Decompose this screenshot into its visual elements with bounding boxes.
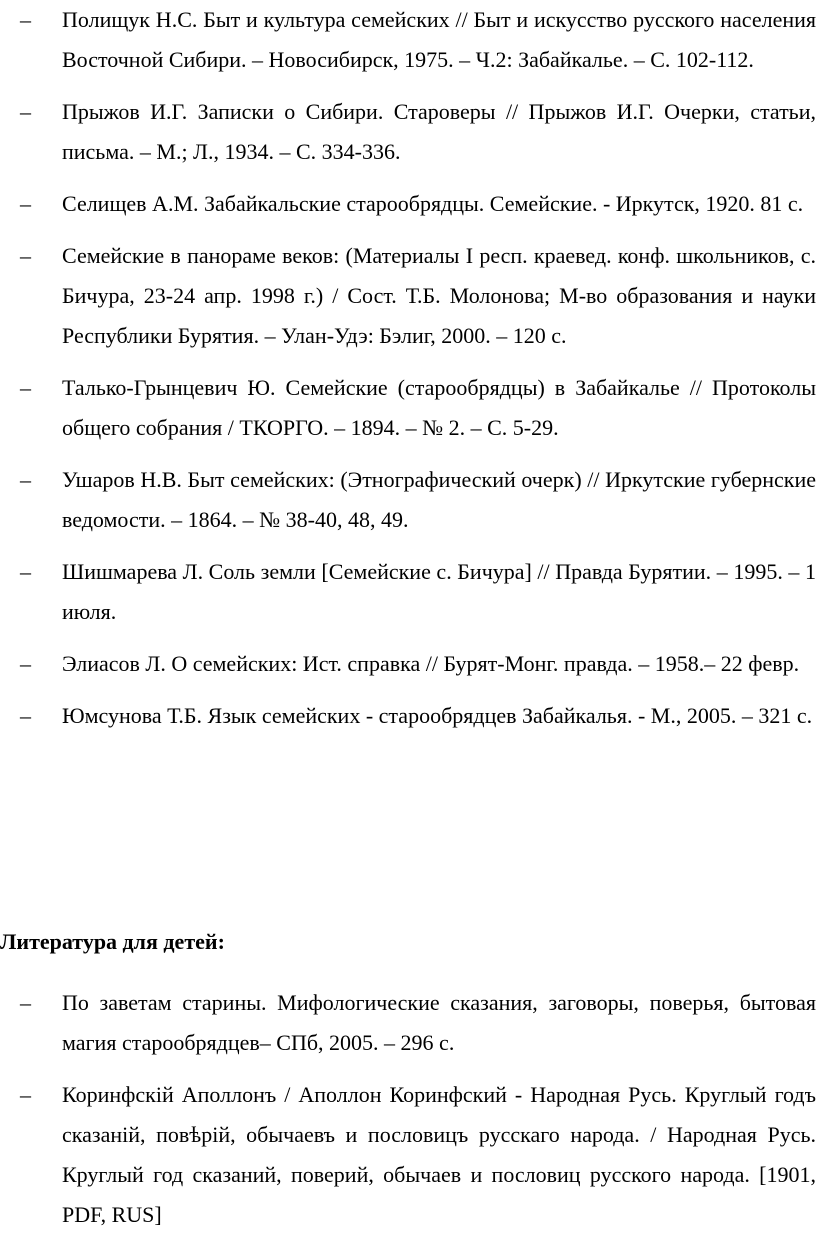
reference-text: По заветам старины. Мифологические сказания, заговоры, поверья, бытовая магия старообрядцев– СПб, 2005. – 296 с. xyxy=(62,990,816,1055)
reference-text: Прыжов И.Г. Записки о Сибири. Староверы // Прыжов И.Г. Очерки, статьи, письма. – М.; Л., 1934. – С. 334-336. xyxy=(62,99,816,164)
list-item xyxy=(0,1075,816,1235)
reference-text: Юмсунова Т.Б. Язык семейских - старообрядцев Забайкалья. - М., 2005. – 321 с. xyxy=(62,703,813,728)
reference-text: Полищук Н.С. Быт и культура семейских // Быт и искусство русского населения Восточной Сибири. – Новосибирск, 1975. – Ч.2: Забайкалье. – С. 102-112. xyxy=(62,7,816,72)
section-heading: Литература для детей: xyxy=(0,929,225,954)
list-item xyxy=(0,184,816,224)
list-item xyxy=(0,696,816,736)
list-item xyxy=(0,983,816,1063)
reference-text: Шишмарева Л. Соль земли [Семейские с. Бичура] // Правда Бурятии. – 1995. – 1 июля. xyxy=(62,559,816,624)
reference-text: Ушаров Н.В. Быт семейских: (Этнографический очерк) // Иркутские губернские ведомости. – 1864. – № 38-40, 48, 49. xyxy=(62,467,816,532)
list-dash: – xyxy=(20,703,31,728)
list-dash: – xyxy=(20,467,31,492)
reference-text: Коринфскiй Аполлонъ / Аполлон Коринфский - Народная Русь. Круглый годъ сказанiй, повѣрiй, обычаевъ и пословицъ русскаго народа. / Народная Русь. Круглый год сказаний, поверий, обычаев и пословиц русского народа. [1901, PDF, RUS] xyxy=(62,1082,816,1227)
list-item xyxy=(0,460,816,540)
list-dash: – xyxy=(20,559,31,584)
list-dash: – xyxy=(20,191,31,216)
reference-text: Элиасов Л. О семейских: Ист. справка // Бурят-Монг. правда. – 1958.– 22 февр. xyxy=(62,651,800,676)
list-dash: – xyxy=(20,990,31,1015)
list-dash: – xyxy=(20,375,31,400)
list-dash: – xyxy=(20,7,31,32)
list-item xyxy=(0,644,816,684)
list-item xyxy=(0,368,816,448)
list-dash: – xyxy=(20,1082,31,1107)
list-dash: – xyxy=(20,651,31,676)
reference-text: Семейские в панораме веков: (Материалы I респ. краевед. конф. школьников, с. Бичура, 23-24 апр. 1998 г.) / Сост. Т.Б. Молонова; М-во образования и науки Республики Бурятия. – Улан-Удэ: Бэлиг, 2000. – 120 с. xyxy=(62,243,816,348)
reference-text: Селищев А.М. Забайкальские старообрядцы. Семейские. - Иркутск, 1920. 81 с. xyxy=(62,191,804,216)
list-dash: – xyxy=(20,99,31,124)
children-references-list xyxy=(0,983,816,1247)
list-item xyxy=(0,92,816,172)
list-item xyxy=(0,236,816,356)
list-item xyxy=(0,0,816,80)
reference-text: Талько-Грынцевич Ю. Семейские (старообрядцы) в Забайкалье // Протоколы общего собрания / ТКОРГО. – 1894. – № 2. – С. 5-29. xyxy=(62,375,816,440)
list-dash: – xyxy=(20,243,31,268)
list-item xyxy=(0,552,816,632)
